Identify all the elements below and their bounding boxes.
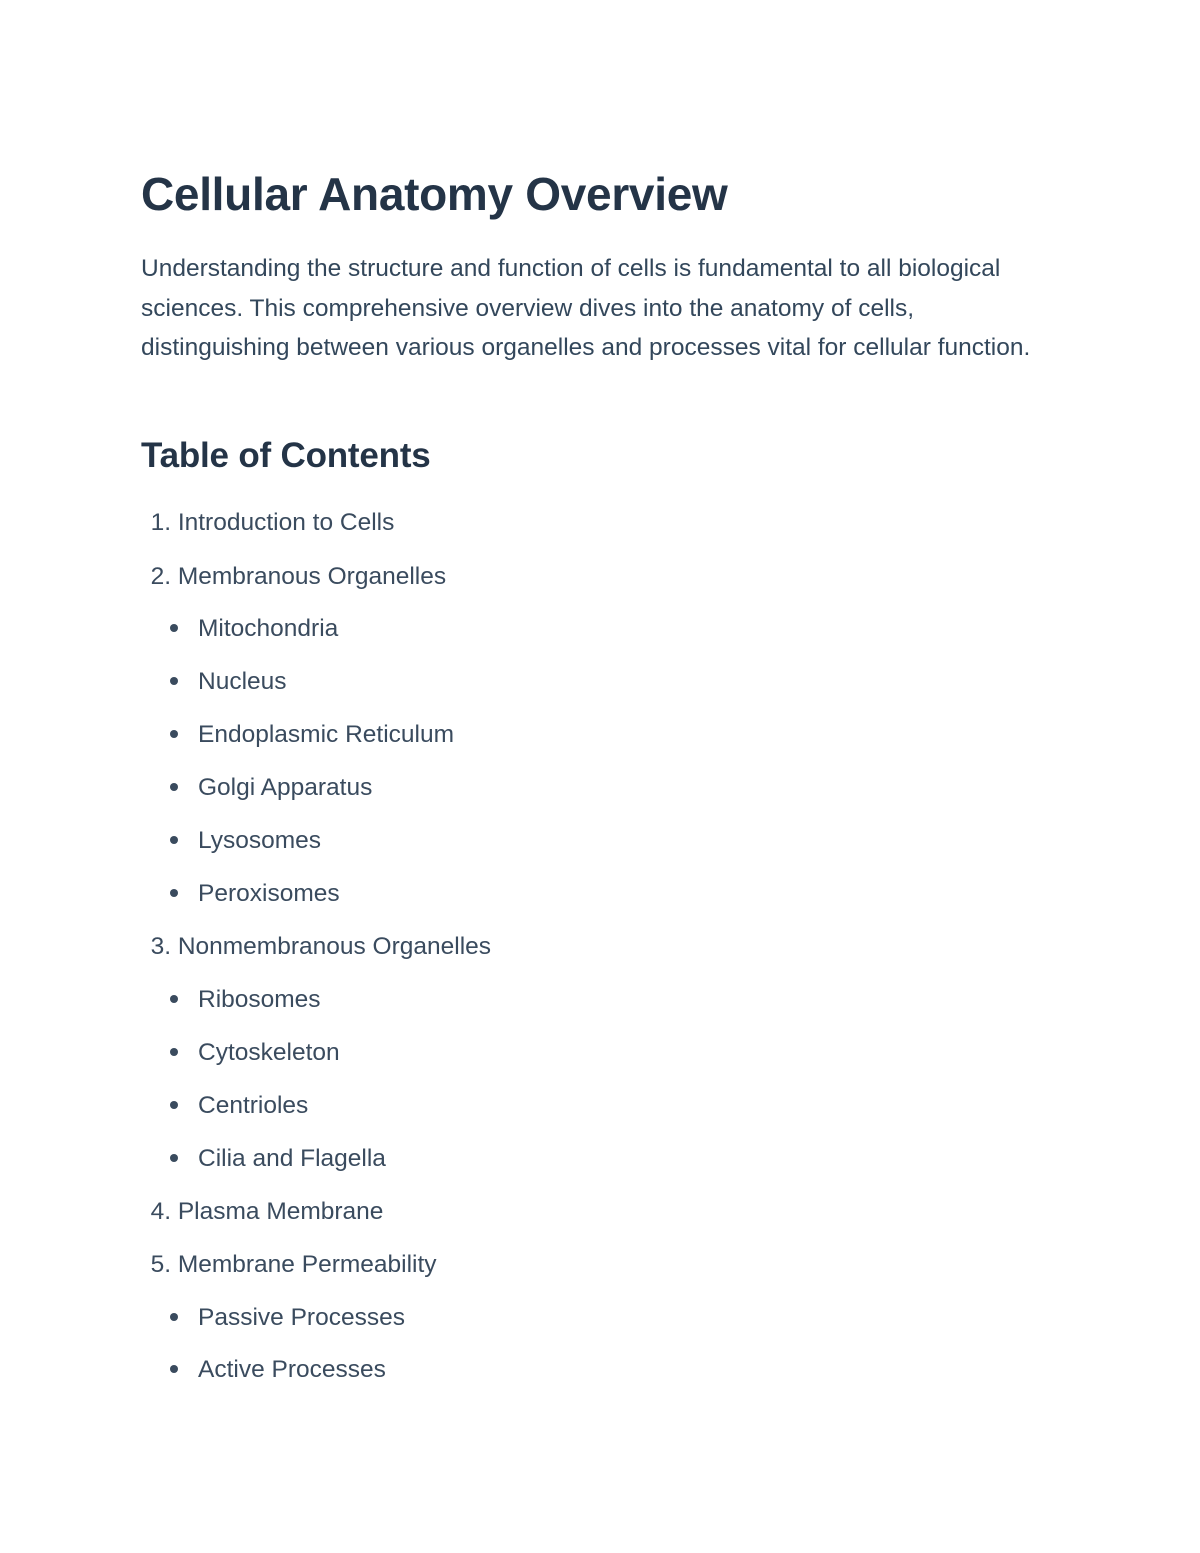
toc-subitem-mitochondria[interactable] — [170, 612, 338, 646]
toc-subitem-endoplasmic-reticulum[interactable] — [170, 718, 454, 752]
bullet-icon — [170, 783, 178, 791]
bullet-icon — [170, 624, 178, 632]
toc-item-label: Plasma Membrane — [177, 1198, 384, 1225]
toc-item-number: 4. — [150, 1198, 171, 1225]
bullet-icon — [170, 889, 178, 897]
toc-item-label: Membranous Organelles — [177, 563, 447, 590]
toc-item-number: 5. — [150, 1251, 171, 1278]
bullet-icon — [170, 836, 178, 844]
toc-item-membrane-permeability[interactable] — [141, 1248, 437, 1282]
toc-item-introduction[interactable] — [141, 506, 394, 540]
toc-item-number: 2. — [150, 563, 171, 590]
toc-subitem-nucleus[interactable] — [170, 665, 287, 699]
toc-item-number: 1. — [150, 509, 171, 536]
toc-subitem-label: Lysosomes — [198, 827, 322, 854]
toc-subitem-label: Mitochondria — [198, 615, 339, 642]
bullet-icon — [170, 730, 178, 738]
toc-subitem-label: Golgi Apparatus — [198, 774, 373, 801]
toc-subitem-label: Centrioles — [198, 1092, 309, 1119]
toc-subitem-lysosomes[interactable] — [170, 824, 321, 858]
toc-subitem-ribosomes[interactable] — [170, 983, 321, 1017]
toc-subitem-label: Endoplasmic Reticulum — [198, 721, 454, 748]
toc-subitem-label: Ribosomes — [198, 986, 321, 1013]
bullet-icon — [170, 677, 178, 685]
bullet-icon — [170, 1313, 178, 1321]
toc-item-number: 3. — [150, 933, 171, 960]
bullet-icon — [170, 1101, 178, 1109]
toc-item-label: Membrane Permeability — [177, 1251, 437, 1278]
toc-subitem-label: Peroxisomes — [198, 880, 340, 907]
toc-subitem-active-processes[interactable] — [170, 1353, 386, 1387]
toc-subitem-centrioles[interactable] — [170, 1089, 308, 1123]
intro-paragraph: Understanding the structure and function of cells is fundamental to all biological sciences. This comprehensive overview dives into the anatomy of cells, distinguishing between various organelles and processes vital for cellular function. — [141, 255, 1031, 362]
toc-subitem-label: Passive Processes — [198, 1304, 405, 1331]
toc-subitem-golgi-apparatus[interactable] — [170, 771, 372, 805]
bullet-icon — [170, 1048, 178, 1056]
toc-subitem-cilia-and-flagella[interactable] — [170, 1142, 386, 1176]
toc-item-nonmembranous-organelles[interactable] — [141, 930, 491, 964]
bullet-icon — [170, 995, 178, 1003]
toc-item-label: Nonmembranous Organelles — [177, 933, 492, 960]
toc-subitem-label: Active Processes — [198, 1356, 386, 1383]
toc-subitem-cytoskeleton[interactable] — [170, 1036, 340, 1070]
toc-subitem-passive-processes[interactable] — [170, 1301, 405, 1335]
toc-item-membranous-organelles[interactable] — [141, 560, 446, 594]
toc-item-label: Introduction to Cells — [177, 509, 395, 536]
bullet-icon — [170, 1365, 178, 1373]
toc-subitem-label: Cytoskeleton — [198, 1039, 340, 1066]
page-title: Cellular Anatomy Overview — [141, 168, 728, 220]
toc-subitem-peroxisomes[interactable] — [170, 877, 340, 911]
bullet-icon — [170, 1154, 178, 1162]
toc-heading: Table of Contents — [141, 436, 431, 475]
toc-item-plasma-membrane[interactable] — [141, 1195, 383, 1229]
toc-subitem-label: Nucleus — [198, 668, 287, 695]
toc-subitem-label: Cilia and Flagella — [198, 1145, 386, 1172]
